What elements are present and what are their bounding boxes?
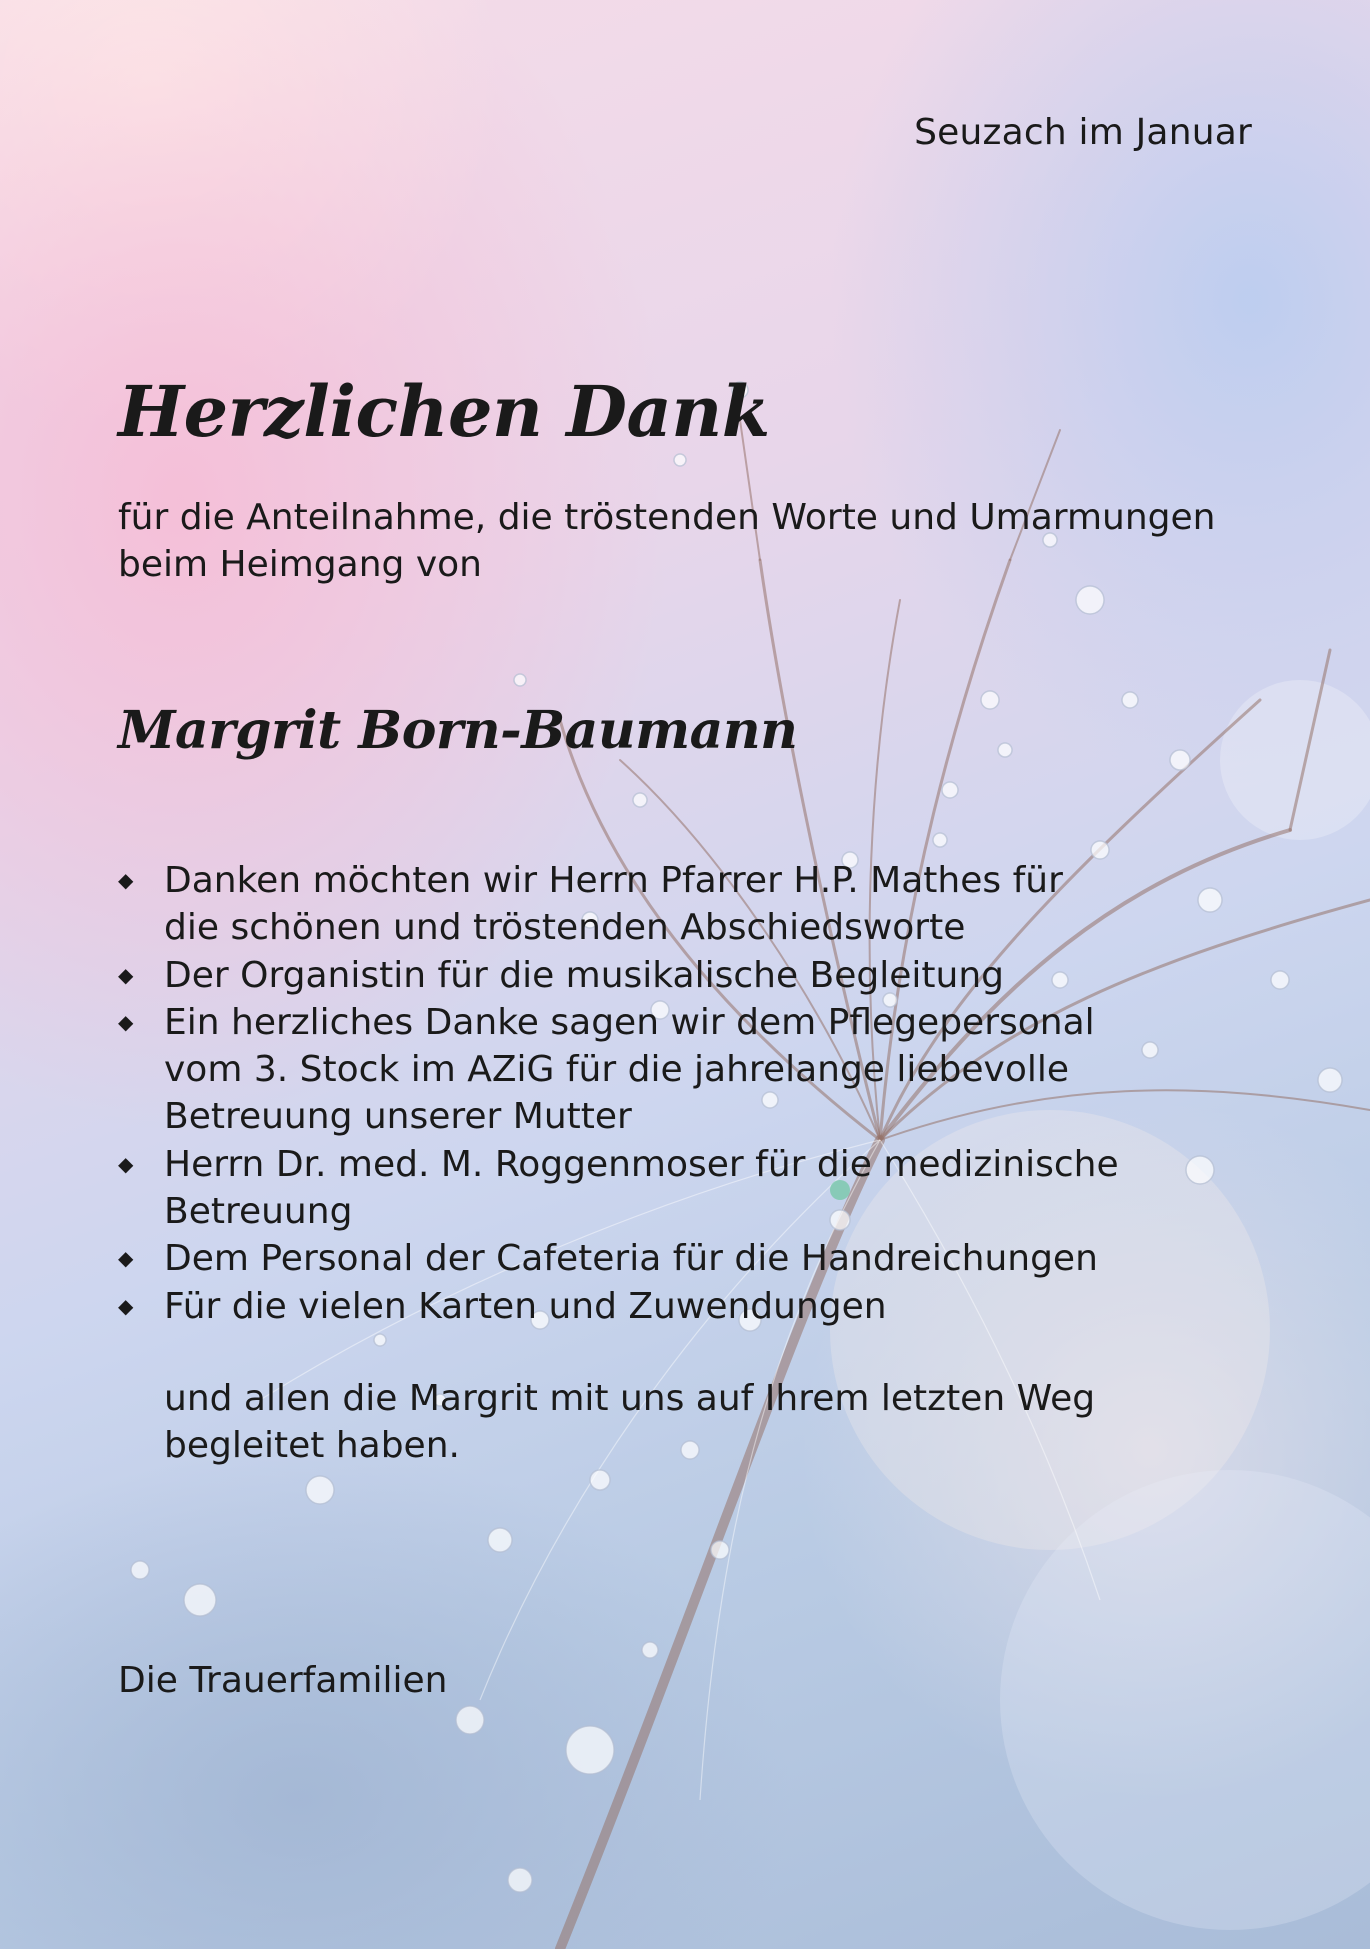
diamond-bullet-icon: ◆ [118, 868, 134, 892]
closing-text [164, 1375, 1164, 1469]
list-item [118, 1235, 1238, 1282]
deceased-name: Margrit Born-Baumann [118, 700, 798, 761]
list-item-line: Betreuung unserer Mutter [164, 1096, 632, 1138]
intro-line: für die Anteilnahme, die tröstenden Worte und Umarmungen [118, 497, 1216, 538]
diamond-bullet-icon: ◆ [118, 962, 134, 987]
list-item-line: die schönen und tröstenden Abschiedsworte [164, 907, 966, 949]
closing-line: begleitet haben. [164, 1425, 460, 1466]
list-item [118, 952, 1238, 999]
list-item [118, 857, 1238, 952]
list-item [118, 1283, 1238, 1330]
list-item-line: Für die vielen Karten und Zuwendungen [164, 1285, 887, 1327]
list-item-line: Herrn Dr. med. M. Roggenmoser für die medizinische [164, 1143, 1119, 1185]
signature: Die Trauerfamilien [118, 1660, 448, 1701]
diamond-bullet-icon: ◆ [118, 1293, 134, 1318]
page-title: Herzlichen Dank [118, 370, 770, 453]
thanks-list [118, 857, 1238, 1330]
list-item [118, 1141, 1238, 1236]
list-item-line: vom 3. Stock im AZiG für die jahrelange liebevolle [164, 1049, 1070, 1091]
intro-line: beim Heimgang von [118, 544, 482, 585]
diamond-bullet-icon: ◆ [118, 1151, 134, 1176]
list-item-line: Danken möchten wir Herrn Pfarrer H.P. Mathes für [164, 860, 1063, 901]
list-item-line: Betreuung [164, 1191, 353, 1233]
list-item-line: Ein herzliches Danke sagen wir dem Pflegepersonal [164, 1001, 1095, 1043]
closing-line: und allen die Margrit mit uns auf Ihrem letzten Weg [164, 1378, 1096, 1419]
diamond-bullet-icon: ◆ [118, 1246, 134, 1271]
place-date: Seuzach im Januar [914, 112, 1252, 153]
list-item-line: Der Organistin für die musikalische Begleitung [164, 954, 1004, 996]
list-item-line: Dem Personal der Cafeteria für die Handreichungen [164, 1238, 1098, 1280]
list-item [118, 999, 1238, 1141]
diamond-bullet-icon: ◆ [118, 1009, 134, 1034]
intro-text [118, 494, 1238, 588]
